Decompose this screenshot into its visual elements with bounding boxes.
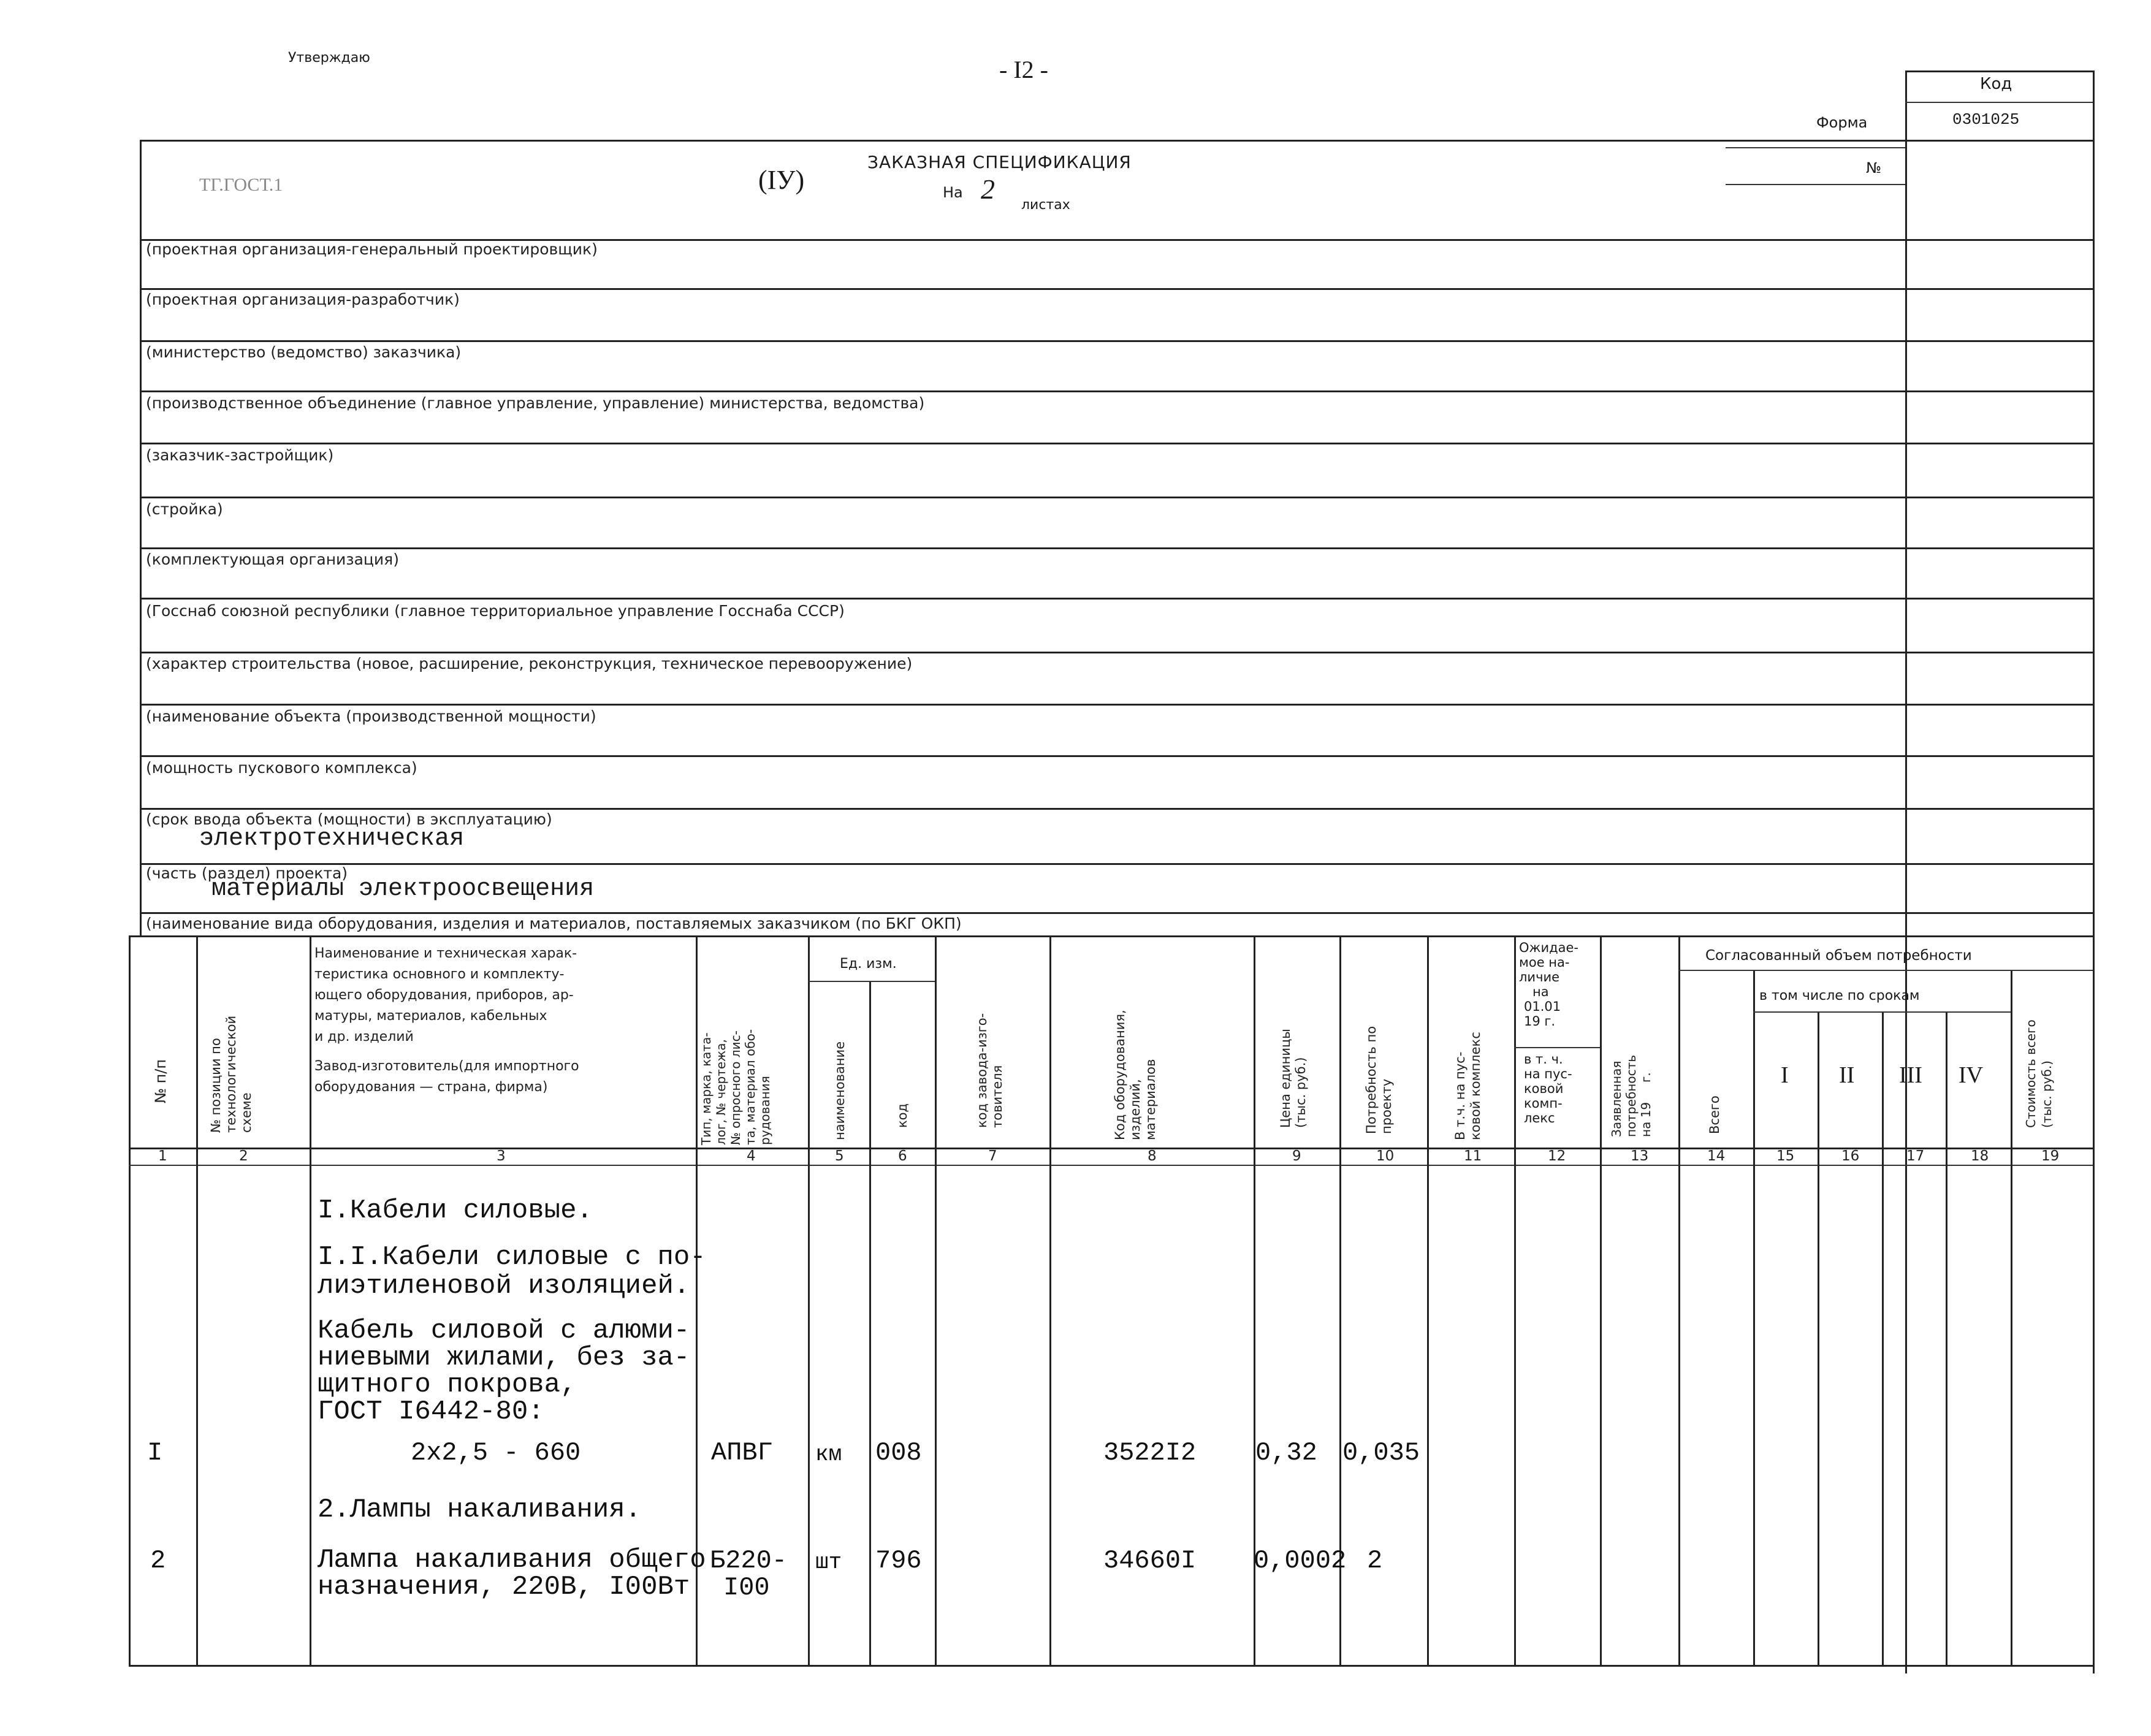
header-c12a-2: личие bbox=[1519, 970, 1560, 984]
colnum-2: 2 bbox=[239, 1148, 248, 1164]
header-c3-line-3: матуры, материалов, кабельных bbox=[314, 1008, 547, 1024]
col-divider-12 bbox=[1600, 935, 1602, 1665]
table-bottom-rule bbox=[129, 1665, 2093, 1667]
number-box-top bbox=[1726, 147, 1905, 148]
colnum-19: 19 bbox=[2041, 1148, 2060, 1164]
col-divider-16 bbox=[1882, 1011, 1884, 1665]
column-numbers-bottom-rule bbox=[129, 1165, 2093, 1166]
field-label-0: (проектная организация-генеральный проектировщик) bbox=[146, 240, 598, 258]
row2-need: 2 bbox=[1367, 1546, 1383, 1575]
field-label-3: (производственное объединение (главное управление, управление) министерства, ведомства) bbox=[146, 394, 925, 412]
header-unit-group: Ед. изм. bbox=[840, 956, 897, 972]
colnum-5: 5 bbox=[835, 1148, 844, 1164]
colnum-10: 10 bbox=[1376, 1148, 1395, 1164]
form-label: Форма bbox=[1816, 114, 1868, 131]
sheets-suffix: листах bbox=[1021, 197, 1070, 213]
field-label-2: (министерство (ведомство) заказчика) bbox=[146, 343, 462, 361]
header-c12a-1: мое на- bbox=[1519, 955, 1570, 970]
colnum-8: 8 bbox=[1148, 1148, 1157, 1164]
colnum-16: 16 bbox=[1841, 1148, 1860, 1164]
col-divider-2 bbox=[310, 935, 311, 1665]
page-number: - I2 - bbox=[999, 56, 1048, 83]
row1-unit-code: 008 bbox=[875, 1438, 922, 1468]
field-label-4: (заказчик-застройщик) bbox=[146, 446, 334, 464]
header-c5: наименование bbox=[832, 1041, 847, 1140]
sheets-count: 2 bbox=[981, 173, 995, 205]
field-label-7: (Госснаб союзной республики (главное территориальное управление Госснаба СССР) bbox=[146, 602, 845, 620]
stamp-left: ТГ.ГОСТ.1 bbox=[199, 175, 283, 195]
col-divider-7 bbox=[1049, 935, 1051, 1665]
header-c8: Код оборудования, изделий, материалов bbox=[1113, 1010, 1158, 1140]
approve-label: Утверждаю bbox=[288, 50, 370, 66]
header-top-rule bbox=[140, 140, 2093, 142]
subsection-cables-line-0: I.I.Кабели силовые с по- bbox=[318, 1242, 706, 1273]
cable-desc-line-1: ниевыми жилами, без за- bbox=[318, 1342, 690, 1373]
row2-type-line-0: Б220- bbox=[710, 1546, 788, 1575]
header-c3-line-4: и др. изделий bbox=[314, 1029, 414, 1045]
colnum-12: 12 bbox=[1548, 1148, 1566, 1164]
header-c12b-4: лекс bbox=[1524, 1111, 1555, 1125]
unit-group-rule bbox=[808, 981, 935, 982]
header-c6: код bbox=[895, 1103, 910, 1128]
row2-code: 34660I bbox=[1103, 1546, 1197, 1575]
table-top-rule bbox=[129, 935, 2093, 937]
header-c12b-0: в т. ч. bbox=[1524, 1052, 1563, 1067]
row2-unit-code: 796 bbox=[875, 1546, 922, 1575]
header-c18: IV bbox=[1959, 1062, 1984, 1088]
header-c3-line-2: ющего оборудования, приборов, ар- bbox=[314, 988, 574, 1003]
colnum-11: 11 bbox=[1464, 1148, 1482, 1164]
row1-need: 0,035 bbox=[1342, 1438, 1420, 1468]
expected-split-rule bbox=[1514, 1047, 1600, 1048]
header-c12b-2: ковой bbox=[1524, 1081, 1564, 1096]
col-divider-4 bbox=[808, 935, 810, 1665]
col-divider-14 bbox=[1753, 970, 1755, 1665]
field-label-9: (наименование объекта (производственной мощности) bbox=[146, 707, 596, 725]
row1-name: 2x2,5 - 660 bbox=[411, 1438, 581, 1468]
cable-desc-line-0: Кабель силовой с алюми- bbox=[318, 1315, 690, 1346]
field-rule-12 bbox=[140, 863, 2093, 865]
col-divider-10 bbox=[1427, 935, 1429, 1665]
number-label: № bbox=[1866, 159, 1881, 177]
code-box-divider bbox=[1905, 102, 2093, 103]
field-rule-3 bbox=[140, 390, 2093, 392]
header-c7: код завода-изго- товителя bbox=[975, 1013, 1005, 1128]
form-code: 0301025 bbox=[1952, 110, 2020, 129]
row1-unit: км bbox=[815, 1442, 842, 1467]
colnum-18: 18 bbox=[1971, 1148, 1989, 1164]
field-rule-2 bbox=[140, 340, 2093, 342]
field-rule-10 bbox=[140, 755, 2093, 757]
header-c12b-3: комп- bbox=[1524, 1096, 1563, 1111]
row2-name-line-0: Лампа накаливания общего bbox=[318, 1545, 706, 1575]
col-divider-11 bbox=[1514, 935, 1516, 1665]
field-label-8: (характер строительства (новое, расширение, реконструкция, техническое перевооружение) bbox=[146, 655, 913, 672]
col-divider-17 bbox=[1946, 1011, 1947, 1665]
colnum-17: 17 bbox=[1906, 1148, 1925, 1164]
colnum-7: 7 bbox=[988, 1148, 997, 1164]
colnum-1: 1 bbox=[158, 1148, 167, 1164]
header-c1: № п/п bbox=[152, 1059, 169, 1103]
col-divider-1 bbox=[196, 935, 198, 1665]
row2-number: 2 bbox=[150, 1546, 166, 1575]
colnum-9: 9 bbox=[1292, 1148, 1301, 1164]
field-label-10: (мощность пускового комплекса) bbox=[146, 759, 417, 777]
header-c12a-4: 01.01 bbox=[1524, 999, 1561, 1014]
row1-code: 3522I2 bbox=[1103, 1438, 1197, 1468]
code-box-top bbox=[1905, 70, 2093, 72]
header-c15: I bbox=[1781, 1062, 1789, 1088]
code-column-left-border bbox=[1905, 70, 1907, 1673]
row2-type-line-1: I00 bbox=[723, 1573, 770, 1602]
header-c13: Заявленная потребность на 19 г. bbox=[1609, 1054, 1653, 1137]
sheets-prefix: На bbox=[943, 184, 963, 201]
colnum-6: 6 bbox=[898, 1148, 907, 1164]
colnum-13: 13 bbox=[1631, 1148, 1649, 1164]
document-title: ЗАКАЗНАЯ СПЕЦИФИКАЦИЯ bbox=[867, 152, 1132, 172]
field-rule-1 bbox=[140, 288, 2093, 290]
colnum-4: 4 bbox=[747, 1148, 756, 1164]
header-c11: В т.ч. на пус- ковой комплекс bbox=[1453, 1032, 1483, 1140]
row2-unit: шт bbox=[815, 1550, 842, 1575]
field-rule-8 bbox=[140, 652, 2093, 653]
field-label-13: (наименование вида оборудования, изделия и материалов, поставляемых заказчиком (по БКГ ОКП) bbox=[146, 915, 962, 932]
field-rule-4 bbox=[140, 443, 2093, 444]
col-divider-13 bbox=[1678, 935, 1680, 1665]
field-label-6: (комплектующая организация) bbox=[146, 550, 399, 568]
header-c3-line-0: Наименование и техническая харак- bbox=[314, 946, 577, 961]
field-label-1: (проектная организация-разработчик) bbox=[146, 291, 460, 308]
field-rule-6 bbox=[140, 547, 2093, 549]
header-c3-line-6: оборудования — страна, фирма) bbox=[314, 1079, 548, 1095]
header-c4: Тип, марка, ката- лог, № чертежа, № опросного лис- та, материал обо- рудования bbox=[699, 1029, 772, 1145]
row1-type: АПВГ bbox=[711, 1438, 773, 1468]
colnum-14: 14 bbox=[1707, 1148, 1726, 1164]
field-rule-5 bbox=[140, 497, 2093, 498]
header-c10: Потребность по проекту bbox=[1364, 1026, 1394, 1134]
cable-desc-line-3: ГОСТ I6442-80: bbox=[318, 1396, 544, 1427]
header-c3-line-1: теристика основного и комплекту- bbox=[314, 967, 565, 982]
header-c12b-1: на пус- bbox=[1524, 1067, 1572, 1081]
header-c12a-0: Ожидае- bbox=[1519, 940, 1578, 955]
col-divider-18 bbox=[2011, 970, 2012, 1665]
section-lamps-title: 2.Лампы накаливания. bbox=[318, 1494, 642, 1525]
subsection-cables-line-1: лиэтиленовой изоляцией. bbox=[318, 1271, 690, 1301]
cable-desc-line-2: щитного покрова, bbox=[318, 1369, 577, 1400]
field-rule-11 bbox=[140, 808, 2093, 810]
field-rule-9 bbox=[140, 704, 2093, 706]
filled-kind: материалы электроосвещения bbox=[211, 875, 595, 903]
table-left-border bbox=[129, 935, 131, 1667]
row1-price: 0,32 bbox=[1255, 1438, 1317, 1468]
field-label-5: (стройка) bbox=[146, 500, 223, 518]
filled-part: электротехническая bbox=[199, 825, 465, 853]
col-divider-5 bbox=[869, 981, 871, 1665]
header-c19: Стоимость всего (тыс. руб.) bbox=[2023, 1019, 2054, 1128]
header-c16: II bbox=[1839, 1062, 1855, 1088]
header-c14: Всего bbox=[1707, 1095, 1722, 1134]
periods-group-rule bbox=[1753, 1011, 2011, 1013]
number-box-bottom bbox=[1726, 184, 1905, 185]
field-rule-13 bbox=[140, 912, 2093, 914]
code-column-right-border bbox=[2093, 70, 2095, 1673]
code-label: Код bbox=[1980, 75, 2012, 93]
header-c17: III bbox=[1899, 1062, 1922, 1088]
field-rule-7 bbox=[140, 598, 2093, 600]
header-c3-line-5: Завод-изготовитель(для импортного bbox=[314, 1059, 579, 1074]
header-c12a-3: на bbox=[1532, 984, 1549, 999]
header-c2: № позиции по технологической схеме bbox=[208, 1015, 254, 1133]
header-agreed-group: Согласованный объем потребности bbox=[1705, 948, 1972, 964]
header-c9: Цена единицы (тыс. руб.) bbox=[1278, 1029, 1308, 1128]
header-periods-group: в том числе по срокам bbox=[1759, 988, 1920, 1003]
section-cables-title: I.Кабели силовые. bbox=[318, 1195, 593, 1226]
field-label-12: (часть (раздел) проекта) bbox=[146, 864, 348, 882]
agreed-group-rule bbox=[1678, 970, 2093, 971]
row1-number: I bbox=[147, 1438, 163, 1468]
row2-price: 0,0002 bbox=[1254, 1546, 1347, 1575]
field-label-11: (срок ввода объекта (мощности) в эксплуатацию) bbox=[146, 810, 552, 828]
left-border-top bbox=[140, 140, 142, 937]
colnum-15: 15 bbox=[1776, 1148, 1795, 1164]
col-divider-15 bbox=[1818, 1011, 1819, 1665]
col-divider-6 bbox=[935, 935, 937, 1665]
table-header-bottom-rule bbox=[129, 1148, 2093, 1149]
header-c12a-5: 19 г. bbox=[1524, 1014, 1556, 1029]
colnum-3: 3 bbox=[497, 1148, 506, 1164]
roman-numeral: (IУ) bbox=[758, 165, 805, 195]
row2-name-line-1: назначения, 220В, I00Вт bbox=[318, 1572, 690, 1602]
